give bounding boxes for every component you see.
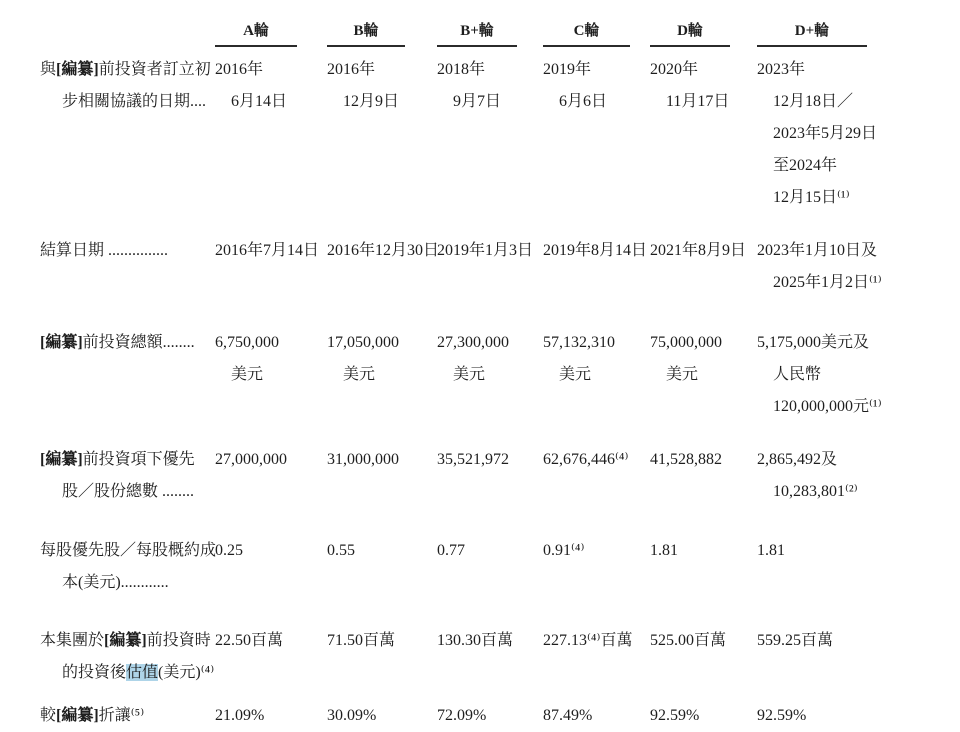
- cell-b-plus: 2018年 9月7日: [437, 61, 502, 110]
- header-round-a-label: A輪: [215, 22, 297, 47]
- table-row-cost-per-share: [40, 535, 927, 599]
- header-round-b: [327, 22, 437, 47]
- cell-b: 31,000,000: [327, 451, 399, 468]
- cell-c: 57,132,310 美元: [543, 334, 615, 383]
- header-round-b-plus: [437, 22, 543, 47]
- cell-a: 2016年7月14日: [215, 242, 320, 259]
- highlighted-term-valuation[interactable]: 估值: [126, 664, 159, 681]
- cell-a: 22.50百萬: [215, 632, 284, 649]
- cell-b: 17,050,000 美元: [327, 334, 399, 383]
- row-label-discount: 較[編纂]折讓⁽⁵⁾: [40, 707, 145, 724]
- cell-c: 227.13⁽⁴⁾百萬: [543, 632, 633, 649]
- cell-b: 30.09%: [327, 707, 377, 724]
- cell-b: 2016年 12月9日: [327, 61, 400, 110]
- cell-d-plus: 2023年 12月18日／ 2023年5月29日 至2024年 12月15日⁽¹⁾: [757, 61, 878, 206]
- cell-c: 2019年8月14日: [543, 242, 648, 259]
- cell-d: 2021年8月9日: [650, 242, 747, 259]
- cell-b-plus: 27,300,000 美元: [437, 334, 509, 383]
- cell-c: 87.49%: [543, 707, 593, 724]
- cell-d: 525.00百萬: [650, 632, 727, 649]
- table-row-total-investment: [40, 327, 927, 423]
- header-round-c: [543, 22, 650, 47]
- header-round-b-label: B輪: [327, 22, 405, 47]
- cell-d: 92.59%: [650, 707, 700, 724]
- row-label-agreement-date: 與[編纂]前投資者訂立初 步相關協議的日期....: [40, 61, 211, 110]
- header-label-spacer: [40, 22, 215, 47]
- table-row-preferred-shares: [40, 444, 927, 508]
- cell-d-plus: 2023年1月10日及 2025年1月2日⁽¹⁾: [757, 242, 882, 291]
- cell-b: 0.55: [327, 542, 355, 559]
- row-label-settlement-date: 結算日期 ...............: [40, 242, 169, 259]
- table-row-post-valuation: [40, 625, 927, 689]
- header-round-a: [215, 22, 327, 47]
- cell-d-plus: 559.25百萬: [757, 632, 834, 649]
- redacted-tag: [編纂]: [56, 707, 99, 724]
- cell-a: 0.25: [215, 542, 243, 559]
- table-header-row: [40, 22, 927, 47]
- cell-c: 2019年 6月6日: [543, 61, 608, 110]
- cell-d: 75,000,000 美元: [650, 334, 722, 383]
- redacted-tag: [編纂]: [40, 334, 83, 351]
- cell-b: 2016年12月30日: [327, 242, 440, 259]
- cell-b-plus: 2019年1月3日: [437, 242, 534, 259]
- table-row-agreement-date: [40, 54, 927, 214]
- cell-b-plus: 35,521,972: [437, 451, 509, 468]
- cell-d: 41,528,882: [650, 451, 722, 468]
- header-round-d: [650, 22, 757, 47]
- table-row-settlement-date: [40, 235, 927, 299]
- redacted-tag: [編纂]: [104, 632, 147, 649]
- header-round-c-label: C輪: [543, 22, 630, 47]
- header-round-b-plus-label: B+輪: [437, 22, 517, 47]
- row-label-post-valuation: 本集團於[編纂]前投資時 的投資後估值(美元)⁽⁴⁾: [40, 632, 215, 681]
- cell-a: 21.09%: [215, 707, 265, 724]
- cell-d-plus: 1.81: [757, 542, 785, 559]
- table-row-discount-clipped: [40, 700, 927, 732]
- cell-c: 0.91⁽⁴⁾: [543, 542, 585, 559]
- redacted-tag: [編纂]: [40, 451, 83, 468]
- cell-d: 1.81: [650, 542, 678, 559]
- row-label-cost-per-share: 每股優先股／每股概約成 本(美元)............: [40, 542, 217, 591]
- cell-b-plus: 0.77: [437, 542, 465, 559]
- cell-b-plus: 72.09%: [437, 707, 487, 724]
- cell-b: 71.50百萬: [327, 632, 396, 649]
- redacted-tag: [編纂]: [56, 61, 99, 78]
- row-label-preferred-shares: [編纂]前投資項下優先 股／股份總數 ........: [40, 451, 195, 500]
- cell-b-plus: 130.30百萬: [437, 632, 514, 649]
- header-round-d-label: D輪: [650, 22, 730, 47]
- cell-d-plus: 2,865,492及 10,283,801⁽²⁾: [757, 451, 858, 500]
- cell-a: 27,000,000: [215, 451, 287, 468]
- cell-d-plus: 92.59%: [757, 707, 807, 724]
- cell-a: 6,750,000 美元: [215, 334, 279, 383]
- cell-c: 62,676,446⁽⁴⁾: [543, 451, 629, 468]
- header-round-d-plus: [757, 22, 927, 47]
- row-label-total-investment: [編纂]前投資總額........: [40, 334, 195, 351]
- cell-d: 2020年 11月17日: [650, 61, 730, 110]
- header-round-d-plus-label: D+輪: [757, 22, 867, 47]
- cell-a: 2016年 6月14日: [215, 61, 288, 110]
- clipped-row-wrapper: [0, 700, 960, 724]
- cell-d-plus: 5,175,000美元及 人民幣 120,000,000元⁽¹⁾: [757, 334, 882, 415]
